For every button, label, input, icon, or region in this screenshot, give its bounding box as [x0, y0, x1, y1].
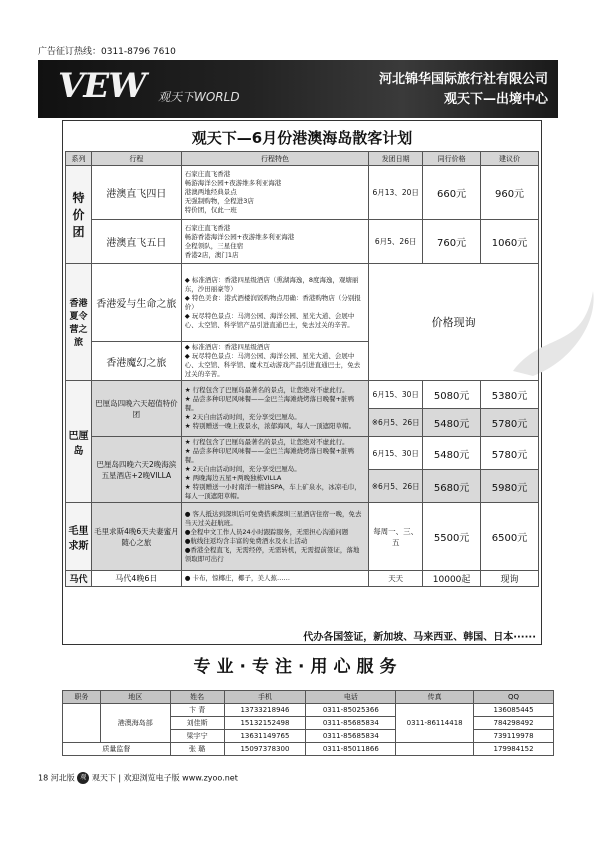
feature-item: 畅游香港海洋公园+夜游维多利亚海港: [184, 232, 295, 241]
departure-date: 天天: [369, 571, 423, 587]
feature-item: ◆ 玩尽特色景点：马湾公园、海洋公园、星光大道、会展中心、太空馆、科学馆产品引进直通巴士，免去过关的辛苦。: [184, 311, 355, 329]
suggest-price: 5780元: [481, 409, 539, 437]
header-peer-price: 同行价格: [423, 152, 481, 166]
header-route: 行程: [91, 152, 181, 166]
page-number: 18: [38, 773, 49, 783]
peer-price: 5480元: [423, 409, 481, 437]
suggest-price: 6500元: [481, 503, 539, 571]
series-summer: 香港夏令营之旅: [66, 264, 92, 381]
feature-item: ★ 品尝多种印尼风味餐——金巴兰海滩烧烤落日晚餐+脏鸭餐。: [184, 447, 355, 464]
contacts-header: 传真: [396, 691, 474, 704]
table-row: [66, 220, 539, 264]
role-cell: [63, 704, 101, 743]
departure-date: ※6月5、26日: [369, 470, 423, 503]
footer-brand: 观天下: [91, 773, 116, 783]
route-features: [181, 264, 369, 342]
header-features: 行程特色: [181, 152, 369, 166]
contact-phone: 0311-85025366: [306, 704, 396, 717]
feature-item: ★ 2天自由活动时间，充分享受巴厘岛。: [184, 413, 301, 421]
contacts-header: 职务: [63, 691, 101, 704]
departure-date: ※6月5、26日: [369, 409, 423, 437]
contact-name: 梁宇宁: [170, 730, 224, 743]
contact-name: 张 璐: [170, 743, 224, 756]
route-features: [181, 342, 369, 381]
departure-date: 6月13、20日: [369, 166, 423, 220]
contact-row: [63, 743, 554, 756]
contacts-header: 电话: [306, 691, 396, 704]
route-features: [181, 220, 369, 264]
peer-price: 5500元: [423, 503, 481, 571]
route-name: 巴厘岛四晚六天超值特价团: [91, 381, 181, 437]
contacts-table: [62, 690, 554, 756]
contact-mobile: 13733218946: [224, 704, 306, 717]
feature-item: ●航线往返均含丰富的免费酒水及水上活动: [184, 536, 308, 545]
table-row: [66, 437, 539, 470]
view-logo: VEW: [58, 66, 146, 106]
peer-price: 660元: [423, 166, 481, 220]
departure-date: 6月5、26日: [369, 220, 423, 264]
table-row: [66, 571, 539, 587]
feature-item: 畅游海洋公园+夜游维多利亚海港: [184, 179, 282, 187]
route-features: [181, 503, 369, 571]
price-inquiry: 价格现询: [369, 264, 539, 381]
suggest-price: 5380元: [481, 381, 539, 409]
contact-phone: 0311-85685834: [306, 730, 396, 743]
feature-item: ◆ 特色美食：港式酒楼润饭购物点用确：香港购物店（分别报价）: [184, 293, 361, 311]
route-name: 港澳直飞五日: [91, 220, 181, 264]
visa-note: 代办各国签证，新加坡、马来西亚、韩国、日本······: [303, 632, 536, 643]
suggest-price: 1060元: [481, 220, 539, 264]
route-name: 马代4晚6日: [91, 571, 181, 587]
footer-link[interactable]: 欢迎浏览电子版 www.zyoo.net: [123, 773, 238, 783]
contact-mobile: 15132152498: [224, 717, 306, 730]
contacts-header: 手机: [224, 691, 306, 704]
feature-item: ★ 特别赠送一小时南洋一精油SPA，车上矿泉水，冰凉毛巾，每人一顶遮阳草帽。: [184, 483, 361, 500]
peer-price: 5080元: [423, 381, 481, 409]
departure-date: 每周一、三、五: [369, 503, 423, 571]
page-footer: 18 河北版 观 观天下 | 欢迎浏览电子版 www.zyoo.net: [38, 773, 238, 783]
logo-subtitle: 观天下WORLD: [158, 90, 240, 104]
tour-plan-table: [65, 151, 539, 587]
peer-price: 5480元: [423, 437, 481, 470]
feature-item: 石家庄直飞香港: [184, 170, 231, 178]
contact-name: 卞 青: [170, 704, 224, 717]
contacts-header: 地区: [100, 691, 170, 704]
qc-fax: [396, 743, 474, 756]
table-row: [66, 503, 539, 571]
route-features: ● 卡布，惊椰庄，椰子，美人蕉……: [181, 571, 369, 587]
route-name: 香港爱与生命之旅: [91, 264, 181, 342]
route-features: [181, 166, 369, 220]
series-mauritius: 毛里求斯: [66, 503, 92, 571]
ad-hotline: 广告征订热线：0311-8796 7610: [38, 47, 176, 57]
route-name: 香港魔幻之旅: [91, 342, 181, 381]
feature-item: 全程领队，三星住宿: [184, 241, 244, 250]
contact-mobile: 13631149765: [224, 730, 306, 743]
dept-cell: 港澳海岛部: [100, 704, 170, 743]
table-row: [66, 381, 539, 409]
route-name: 港澳直飞四日: [91, 166, 181, 220]
header-banner: [38, 60, 558, 118]
peer-price: 10000起: [423, 571, 481, 587]
header-series: 系列: [66, 152, 92, 166]
table-row: [66, 264, 539, 342]
feature-item: ★ 行程包含了巴厘岛最著名的景点，让您绝对不虚此行。: [184, 386, 349, 394]
feature-item: ◆ 标准酒店：香港四星级酒店: [184, 343, 270, 351]
departure-date: 6月15、30日: [369, 381, 423, 409]
contact-qq: 136085445: [474, 704, 554, 717]
edition: 河北版: [50, 773, 75, 783]
route-features: [181, 437, 369, 503]
contact-qq: 784298492: [474, 717, 554, 730]
route-name: 毛里求斯4晚6天夫妻蜜月随心之旅: [91, 503, 181, 571]
service-slogan: 专业·专注·用心服务: [193, 657, 403, 677]
peer-price: 760元: [423, 220, 481, 264]
feature-item: ★ 行程包含了巴厘岛最著名的景点，让您绝对不虚此行。: [184, 438, 349, 446]
table-header-row: [66, 152, 539, 166]
contact-fax: 0311-86114418: [396, 704, 474, 743]
series-bali: 巴厘岛: [66, 381, 92, 503]
contacts-header-row: [63, 691, 554, 704]
header-suggest-price: 建议价: [481, 152, 539, 166]
header-date: 发团日期: [369, 152, 423, 166]
contact-qq: 739119978: [474, 730, 554, 743]
feature-item: ●香港全程直飞，无需经停，无需转机，无需提前签证，落地领取即可出行: [184, 545, 360, 563]
feature-item: 港澳两地经典景点: [184, 188, 237, 196]
center-name: 观天下—出境中心: [443, 92, 548, 107]
departure-date: 6月15、30日: [369, 437, 423, 470]
contact-name: 刘佳斯: [170, 717, 224, 730]
feature-item: 香港2店，澳门1店: [184, 250, 239, 259]
contact-phone: 0311-85685834: [306, 717, 396, 730]
route-features: [181, 381, 369, 437]
feature-item: ★ 特别赠送一晚上夜景水，浓郁海风，每人一顶遮阳草帽。: [184, 422, 356, 430]
suggest-price: 现询: [481, 571, 539, 587]
feature-item: ● 客人抵达到深圳后可免费搭乘深圳三星酒店住宿一晚，免去当天过关赶航班。: [184, 509, 362, 527]
feature-item: ★ 品尝多种印尼风味餐——金巴兰海滩烧烤落日晚餐+脏鸭餐。: [184, 395, 355, 412]
suggest-price: 5980元: [481, 470, 539, 503]
contacts-header: 姓名: [170, 691, 224, 704]
feature-item: ★ 2天自由活动时间，充分享受巴厘岛。: [184, 465, 301, 473]
feature-item: ◆ 标准酒店：香港四星级酒店（熏湖海逸，8度海逸，观塘丽东，沙田丽豪等）: [184, 275, 359, 293]
feature-item: 特价团，仅此一班: [184, 206, 237, 214]
tour-plan-frame: [62, 120, 542, 645]
peer-price: 5680元: [423, 470, 481, 503]
series-tejia: 特价团: [66, 166, 92, 264]
series-maldives: 马代: [66, 571, 92, 587]
contact-phone: 0311-85011866: [306, 743, 396, 756]
contact-mobile: 15097378300: [224, 743, 306, 756]
feature-item: ◆ 玩尽特色景点：马湾公园、海洋公园、星光大道、会展中心、太空馆、科学馆、魔术互动游戏产品引进直通巴士，免去过关的辛苦。: [184, 352, 361, 378]
suggest-price: 5780元: [481, 437, 539, 470]
main-title: 观天下—6月份港澳海岛散客计划: [191, 129, 413, 147]
contact-row: [63, 704, 554, 717]
route-name: 巴厘岛四晚六天2晚海滨五星酒店+2晚VILLA: [91, 437, 181, 503]
company-name: 河北锦华国际旅行社有限公司: [378, 72, 548, 87]
brand-badge-icon: 观: [77, 772, 89, 784]
feature-item: ★ 两晚海边五星+两晚独栋VILLA: [184, 474, 282, 482]
table-row: [66, 166, 539, 220]
feature-item: 无强制购物，全程进3店: [184, 197, 254, 205]
feature-item: ●全程中文工作人员24小时跟踪服务，无需担心沟通问题: [184, 527, 349, 536]
feature-item: 石家庄直飞香港: [184, 223, 231, 232]
contacts-header: QQ: [474, 691, 554, 704]
suggest-price: 960元: [481, 166, 539, 220]
contact-qq: 179984152: [474, 743, 554, 756]
qc-role: 质量监督: [63, 743, 171, 756]
